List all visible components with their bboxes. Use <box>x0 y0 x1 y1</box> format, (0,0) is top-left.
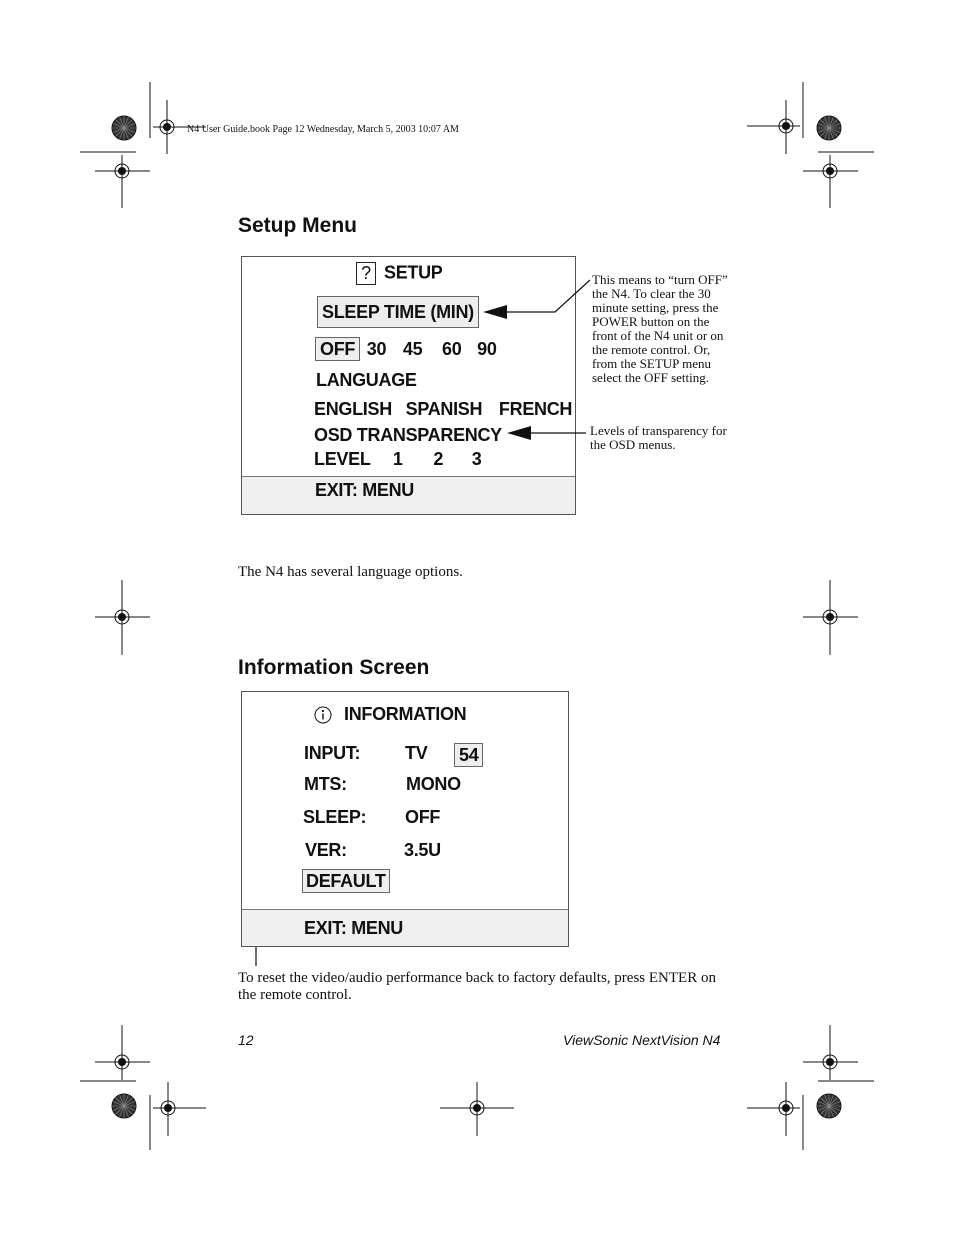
level-option-2[interactable]: 2 <box>433 449 444 469</box>
sleep-option-off[interactable]: OFF <box>315 337 360 361</box>
level-options <box>314 449 481 470</box>
setup-title <box>356 262 443 285</box>
sleep-option-30[interactable]: 30 <box>366 339 387 359</box>
slug-line: N4 User Guide.book Page 12 Wednesday, March 5, 2003 10:07 AM <box>187 124 459 135</box>
info-title <box>314 704 466 725</box>
info-icon <box>314 706 332 724</box>
info-osd-panel <box>241 691 569 947</box>
sleep-option-60[interactable]: 60 <box>442 339 462 359</box>
info-row-ver-value: 3.5U <box>404 840 441 860</box>
info-row-sleep-label: SLEEP: <box>303 807 367 827</box>
sleep-option-90[interactable]: 90 <box>477 339 497 359</box>
callout-sleep-note: This means to “turn OFF” the N4. To clear the 30 minute setting, press the POWER button on the front of the N4 unit or on the remote control. Or, from the SETUP menu select the OFF setting. <box>592 272 728 385</box>
language-options <box>314 399 572 420</box>
setup-heading: Setup Menu <box>238 214 357 237</box>
language-option-spanish[interactable]: SPANISH <box>405 399 483 419</box>
info-exit-bar <box>242 909 568 946</box>
sleep-time-menu-item[interactable] <box>317 296 479 328</box>
level-option-3[interactable]: 3 <box>471 449 482 469</box>
language-label: LANGUAGE <box>316 370 417 390</box>
level-option-1[interactable]: 1 <box>392 449 403 469</box>
info-row-ver-label: VER: <box>305 840 347 860</box>
info-channel-badge: 54 <box>454 743 483 767</box>
sleep-option-45[interactable]: 45 <box>402 339 423 359</box>
info-exit-label[interactable]: EXIT: MENU <box>304 918 404 938</box>
default-button[interactable]: DEFAULT <box>302 869 390 893</box>
page-number: 12 <box>238 1032 254 1048</box>
footer-product: ViewSonic NextVision N4 <box>563 1032 721 1048</box>
info-row-input-label: INPUT: <box>304 743 361 763</box>
info-body-text: To reset the video/audio performance back to factory defaults, press ENTER on the remote control. <box>238 970 716 1003</box>
language-option-english[interactable]: ENGLISH <box>314 399 392 419</box>
info-heading: Information Screen <box>238 656 430 679</box>
setup-body-text: The N4 has several language options. <box>238 564 463 580</box>
setup-exit-bar <box>242 476 575 514</box>
question-icon: ? <box>356 262 376 285</box>
osd-transparency-label: OSD TRANSPARENCY <box>314 425 502 445</box>
info-row-mts-value: MONO <box>406 774 461 794</box>
callout-transparency-note: Levels of transparency for the OSD menus. <box>590 423 727 452</box>
level-label: LEVEL <box>314 449 371 469</box>
info-title-text: INFORMATION <box>344 704 467 724</box>
setup-title-text: SETUP <box>384 262 443 283</box>
info-row-input-value: TV <box>405 743 428 763</box>
info-row-sleep-value: OFF <box>405 807 441 827</box>
sleep-time-label: SLEEP TIME (MIN) <box>322 302 474 322</box>
info-row-mts-label: MTS: <box>304 774 347 794</box>
sleep-options <box>315 337 497 361</box>
setup-exit-label[interactable]: EXIT: MENU <box>315 480 415 500</box>
language-option-french[interactable]: FRENCH <box>498 399 573 419</box>
setup-osd-panel <box>241 256 576 515</box>
